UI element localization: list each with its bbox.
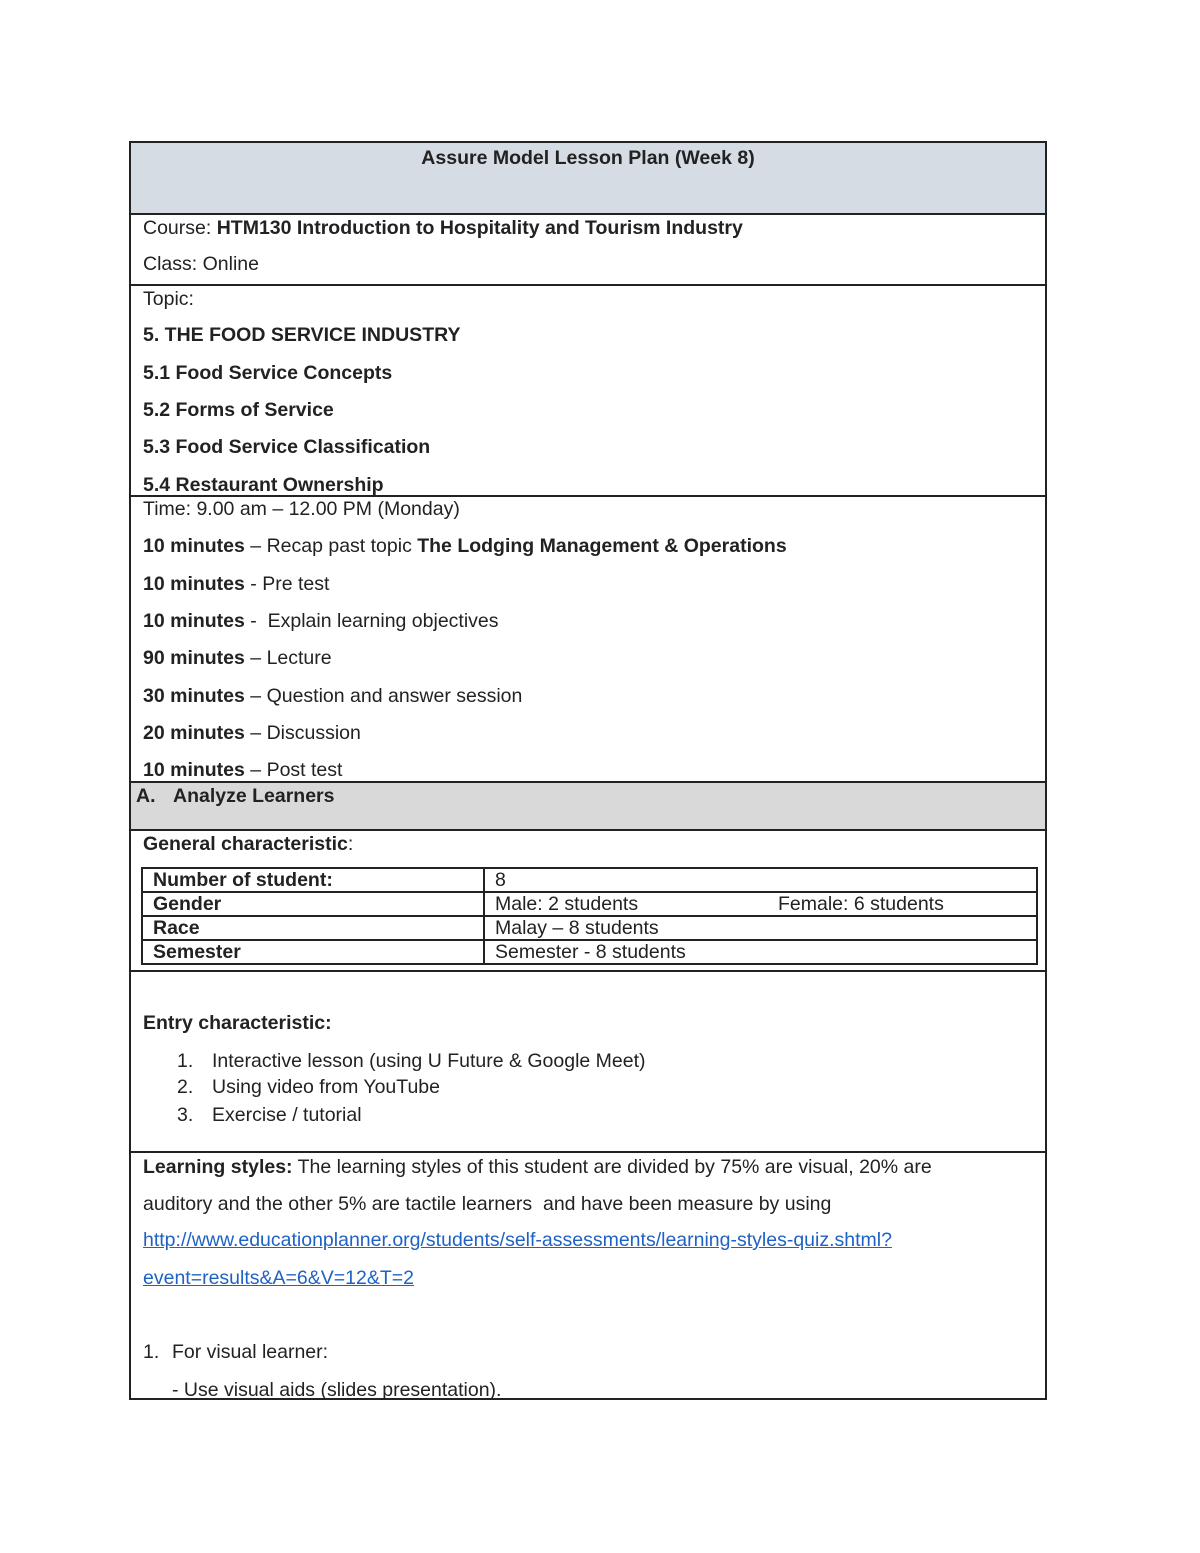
general-characteristic-row (131, 831, 1045, 972)
course-label: Course: (143, 217, 217, 239)
cell-value: Malay – 8 students (484, 916, 1037, 940)
table-row (142, 892, 1037, 916)
schedule-item: 10 minutes – Post test (143, 759, 343, 781)
table-row (142, 940, 1037, 964)
topic-item: 5.2 Forms of Service (143, 399, 334, 421)
learner-stats-table (141, 867, 1038, 965)
list-item: Interactive lesson (using U Future & Google Meet) (212, 1050, 646, 1072)
course-name: HTM130 Introduction to Hospitality and Tourism Industry (216, 217, 743, 239)
cell-label: Semester (142, 940, 484, 964)
cell-value: Male: 2 students Female: 6 students (484, 892, 1037, 916)
class-line: Class: Online (143, 253, 259, 275)
schedule-item: 10 minutes - Explain learning objectives (143, 610, 499, 632)
list-item: Using video from YouTube (212, 1076, 441, 1098)
analyze-learners-row (131, 783, 1045, 831)
cell-value: 8 (484, 868, 1037, 892)
learning-text-line: auditory and the other 5% are tactile learners and have been measure by using (143, 1193, 832, 1215)
table-row (142, 916, 1037, 940)
time-line: Time: 9.00 am – 12.00 PM (Monday) (143, 498, 460, 520)
entry-label: Entry characteristic: (143, 1012, 332, 1034)
schedule-item: 10 minutes - Pre test (143, 573, 330, 595)
topic-label: Topic: (143, 288, 194, 310)
general-label: General characteristic (143, 833, 348, 855)
course-row (131, 215, 1045, 286)
topic-heading: 5. THE FOOD SERVICE INDUSTRY (143, 324, 461, 346)
title-row (131, 143, 1045, 215)
cell-label: Race (142, 916, 484, 940)
entry-characteristic-row (131, 972, 1045, 1153)
quiz-link[interactable]: http://www.educationplanner.org/students/self-assessments/learning-styles-quiz.shtml? (143, 1229, 892, 1251)
learning-styles-row (131, 1153, 1045, 1400)
topic-item: 5.4 Restaurant Ownership (143, 474, 384, 496)
cell-label: Gender (142, 892, 484, 916)
table-row (142, 868, 1037, 892)
cell-label: Number of student: (142, 868, 484, 892)
schedule-item: 90 minutes – Lecture (143, 647, 332, 669)
time-row (131, 497, 1045, 783)
list-item-number: 3. (177, 1104, 194, 1126)
cell-value: Semester - 8 students (484, 940, 1037, 964)
quiz-link[interactable]: event=results&A=6&V=12&T=2 (143, 1267, 415, 1289)
section-heading: Analyze Learners (173, 785, 335, 807)
schedule-item: 30 minutes – Question and answer session (143, 685, 523, 707)
list-item-number: 2. (177, 1076, 194, 1098)
schedule-item: 10 minutes – Recap past topic The Lodging Management & Operations (143, 535, 787, 557)
topic-item: 5.3 Food Service Classification (143, 436, 431, 458)
visual-learner-label: For visual learner: (172, 1341, 329, 1363)
schedule-item: 20 minutes – Discussion (143, 722, 361, 744)
visual-learner-item: - Use visual aids (slides presentation). (172, 1379, 502, 1401)
learning-label: Learning styles: (143, 1156, 293, 1178)
course-line (143, 216, 743, 240)
section-letter: A. (136, 785, 156, 807)
list-item: Exercise / tutorial (212, 1104, 362, 1126)
list-item-number: 1. (177, 1050, 194, 1072)
topic-item: 5.1 Food Service Concepts (143, 362, 393, 384)
learning-text-line: Learning styles: The learning styles of this student are divided by 75% are visual, 20% are (143, 1156, 932, 1178)
list-item-number: 1. (143, 1341, 160, 1363)
topic-row (131, 286, 1045, 497)
page-title: Assure Model Lesson Plan (Week 8) (421, 147, 755, 169)
general-label-line: General characteristic: (143, 833, 354, 855)
lesson-plan-table (129, 141, 1047, 1400)
